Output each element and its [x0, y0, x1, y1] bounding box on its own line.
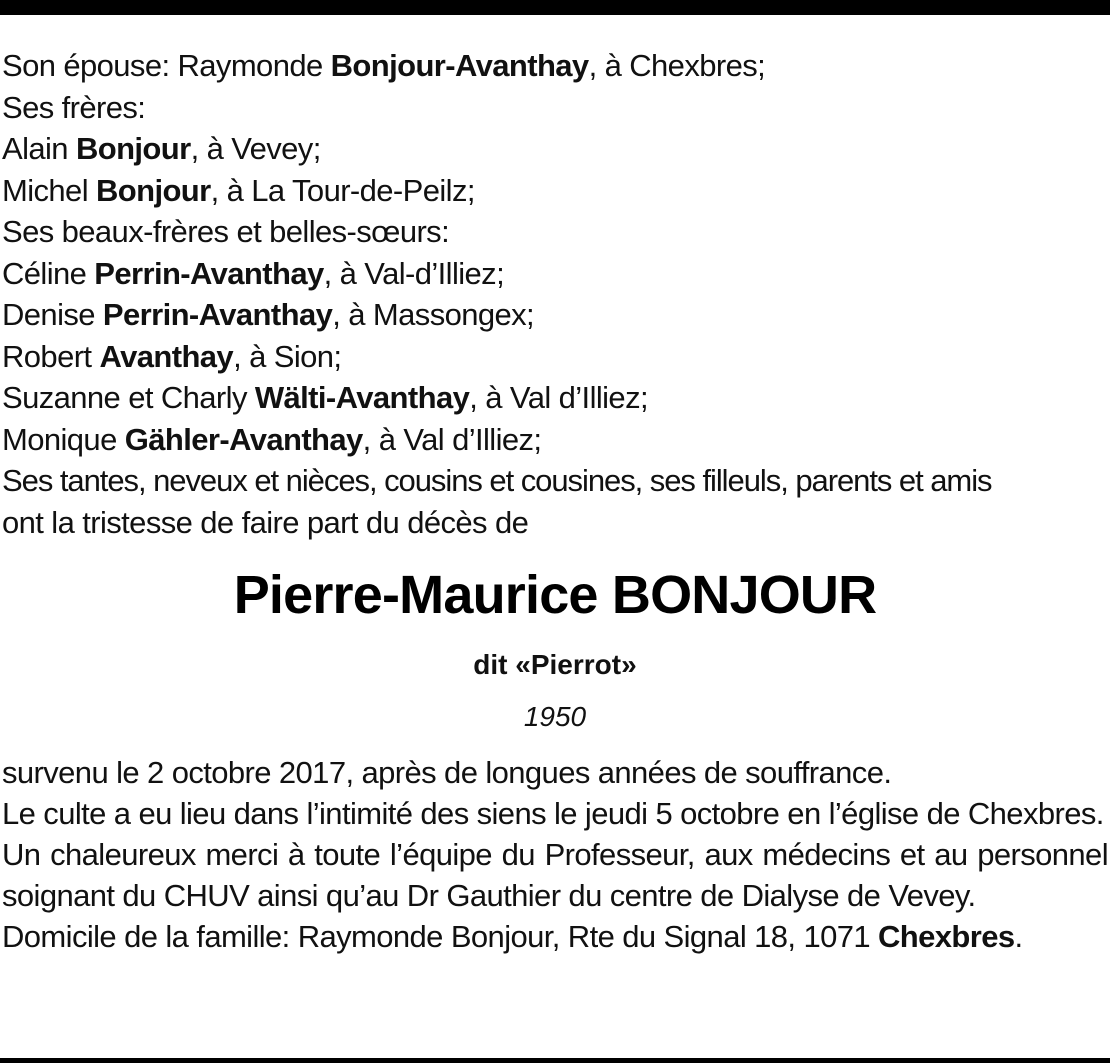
notice-details — [2, 752, 1108, 957]
brother-line: Michel Bonjour, à La Tour-de-Peilz; — [2, 172, 475, 208]
birth-year: 1950 — [523, 701, 587, 732]
inlaw-line: Robert Avanthay, à Sion; — [2, 338, 342, 374]
inlaw-line: Denise Perrin-Avanthay, à Massongex; — [2, 297, 535, 332]
brother-surname: Bonjour — [75, 131, 191, 166]
others-line: Ses tantes, neveux et nièces, cousins et cousines, ses filleuls, parents et amis — [2, 463, 992, 498]
brother-line: Alain Bonjour, à Vevey; — [2, 131, 321, 166]
inlaw-line: Suzanne et Charly Wälti-Avanthay, à Val d’Illiez; — [2, 380, 648, 415]
deceased-nickname: dit «Pierrot» — [473, 649, 637, 680]
ceremony-paragraph: Le culte a eu lieu dans l’intimité des siens le jeudi 5 octobre en l’église de Chexbres. — [2, 796, 1104, 831]
inlaw-line: Céline Perrin-Avanthay, à Val-d’Illiez; — [2, 255, 505, 291]
announcement-line: ont la tristesse de faire part du décès de — [2, 504, 529, 540]
spouse-name: Bonjour-Avanthay — [330, 48, 589, 83]
inlaw-surname: Perrin-Avanthay — [94, 255, 324, 291]
family-list — [2, 45, 1108, 543]
bottom-rule — [0, 1058, 1110, 1063]
inlaw-surname: Wälti-Avanthay — [254, 380, 470, 415]
inlaws-heading: Ses beaux-frères et belles-sœurs: — [2, 214, 450, 249]
brother-surname: Bonjour — [96, 172, 211, 208]
top-rule — [0, 0, 1110, 15]
brothers-heading: Ses frères: — [2, 89, 146, 125]
death-line: survenu le 2 octobre 2017, après de longues années de souffrance. — [2, 755, 892, 790]
inlaw-surname: Gähler-Avanthay — [124, 421, 363, 457]
domicile-line: Domicile de la famille: Raymonde Bonjour, Rte du Signal 18, 1071 Chexbres. — [2, 919, 1023, 954]
domicile-town: Chexbres — [878, 919, 1015, 954]
deceased-name: Pierre-Maurice BONJOUR — [233, 565, 877, 625]
inlaw-surname: Avanthay — [99, 338, 234, 374]
inlaw-surname: Perrin-Avanthay — [102, 297, 333, 332]
inlaw-line: Monique Gähler-Avanthay, à Val d’Illiez; — [2, 421, 542, 457]
thanks-paragraph: Un chaleureux merci à toute l’équipe du Professeur, aux médecins et au personnel soignant du CHUV ainsi qu’au Dr Gauthier du centre de Dialyse de Vevey. — [2, 837, 1108, 913]
spouse-line: Son épouse: Raymonde Bonjour-Avanthay, à Chexbres; — [2, 48, 766, 83]
